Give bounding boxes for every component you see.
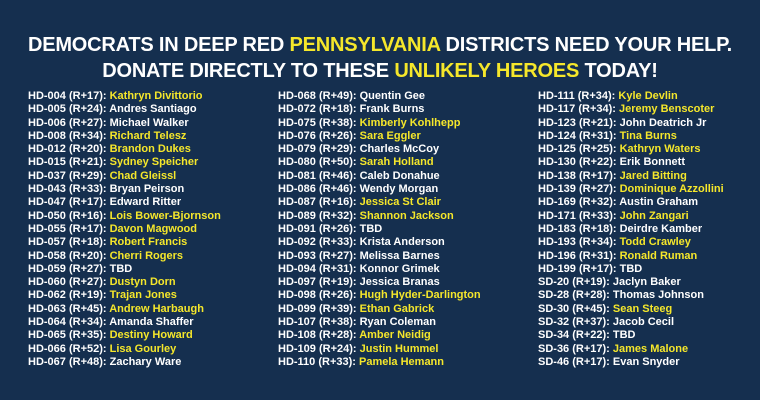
candidate-name: Frank Burns (359, 103, 425, 116)
candidate-name: Konnor Grimek (359, 262, 440, 275)
candidate-row (278, 329, 481, 342)
candidate-name[interactable]: John Zangari (619, 209, 689, 222)
district-label: HD-068 (R+49): (278, 90, 360, 102)
district-label: HD-059 (R+27): (28, 262, 110, 275)
candidate-name[interactable]: Lois Bower-Bjornson (109, 209, 221, 222)
district-label: SD-34 (R+22): (538, 329, 613, 342)
district-label: HD-171 (R+33): (538, 209, 620, 222)
candidate-row (278, 289, 481, 302)
candidate-name: Krista Anderson (359, 236, 445, 249)
candidate-row (538, 263, 724, 276)
district-label: HD-199 (R+17): (538, 262, 620, 275)
candidate-row (278, 356, 481, 369)
candidate-row (28, 143, 221, 156)
candidate-row (28, 250, 221, 263)
candidate-name[interactable]: Brandon Dukes (109, 143, 191, 156)
district-label: HD-089 (R+32): (278, 209, 360, 222)
district-label: HD-124 (R+31): (538, 129, 620, 142)
candidate-row (538, 156, 724, 169)
candidate-row (538, 250, 724, 263)
district-label: HD-058 (R+20): (28, 249, 110, 262)
candidate-row (278, 103, 481, 116)
headline-text: DISTRICTS NEED YOUR HELP. (440, 34, 733, 56)
candidate-name[interactable]: Jessica St Clair (359, 196, 441, 209)
candidate-row (538, 236, 724, 249)
candidate-row (28, 343, 221, 356)
candidate-name[interactable]: Cherri Rogers (109, 249, 183, 262)
candidate-name: Jessica Branas (359, 276, 440, 289)
district-label: HD-108 (R+28): (278, 329, 360, 342)
district-label: HD-063 (R+45): (28, 302, 110, 315)
candidate-row (28, 183, 221, 196)
candidate-column-1 (28, 90, 221, 369)
candidate-name: Amanda Shaffer (109, 316, 194, 329)
candidate-row (538, 289, 724, 302)
district-label: HD-193 (R+34): (538, 236, 620, 249)
district-label: SD-28 (R+28): (538, 289, 613, 302)
district-label: HD-047 (R+17): (28, 196, 110, 209)
district-label: HD-111 (R+34): (538, 90, 619, 102)
candidate-name[interactable]: Kimberly Kohlhepp (359, 116, 461, 129)
candidate-row (28, 103, 221, 116)
candidate-name: Quentin Gee (359, 90, 426, 102)
district-label: HD-012 (R+20): (28, 143, 110, 156)
headline-line-1 (0, 32, 760, 58)
district-label: HD-080 (R+50): (278, 156, 360, 169)
candidate-name[interactable]: Davon Magwood (109, 222, 197, 235)
candidate-row (28, 236, 221, 249)
candidate-name: Charles McCoy (359, 143, 440, 156)
candidate-row (538, 276, 724, 289)
candidate-row (28, 356, 221, 369)
candidate-name[interactable]: Kathryn Divittorio (109, 90, 203, 102)
candidate-row (28, 263, 221, 276)
candidate-name[interactable]: Ronald Ruman (619, 249, 698, 262)
candidate-name[interactable]: Destiny Howard (109, 329, 193, 342)
district-label: SD-20 (R+19): (538, 276, 613, 289)
candidate-name: TBD (109, 262, 133, 275)
candidate-name: Zachary Ware (109, 355, 182, 368)
candidate-name[interactable]: Todd Crawley (619, 236, 691, 249)
district-label: HD-004 (R+17): (28, 90, 110, 102)
district-label: SD-30 (R+45): (538, 302, 613, 315)
candidate-row (28, 303, 221, 316)
candidate-row (28, 276, 221, 289)
candidate-row (538, 183, 724, 196)
candidate-row (28, 210, 221, 223)
district-label: HD-093 (R+27): (278, 249, 360, 262)
district-label: HD-183 (R+18): (538, 222, 620, 235)
candidate-name[interactable]: Jared Bitting (619, 169, 687, 182)
candidate-name: TBD (619, 262, 643, 275)
candidate-row (278, 210, 481, 223)
district-label: HD-079 (R+29): (278, 143, 360, 156)
district-label: HD-123 (R+21): (538, 116, 620, 129)
headline-highlight-text: PENNSYLVANIA (289, 34, 441, 56)
candidate-name[interactable]: Kyle Devlin (618, 90, 678, 102)
candidate-name: TBD (612, 329, 636, 342)
candidate-name[interactable]: Justin Hummel (359, 342, 439, 355)
candidate-row (538, 343, 724, 356)
candidate-name: Melissa Barnes (359, 249, 440, 262)
candidate-row (28, 90, 221, 103)
headline-text: DONATE DIRECTLY TO THESE (102, 60, 395, 82)
district-label: HD-094 (R+31): (278, 262, 360, 275)
candidate-row (278, 143, 481, 156)
candidate-name: Andres Santiago (109, 103, 197, 116)
district-label: HD-076 (R+26): (278, 129, 360, 142)
candidate-name: Thomas Johnson (612, 289, 704, 302)
candidate-name[interactable]: Tina Burns (619, 129, 677, 142)
district-label: HD-006 (R+27): (28, 116, 110, 129)
candidate-row (278, 303, 481, 316)
candidate-name: Jacob Cecil (612, 316, 675, 329)
candidate-name[interactable]: Hugh Hyder-Darlington (359, 289, 481, 302)
candidate-column-3 (538, 90, 724, 369)
candidate-name[interactable]: Dominique Azzollini (619, 183, 724, 196)
candidate-name[interactable]: Dustyn Dorn (109, 276, 176, 289)
district-label: HD-099 (R+39): (278, 302, 360, 315)
district-label: HD-043 (R+33): (28, 183, 110, 196)
candidate-row (538, 117, 724, 130)
candidate-name: Wendy Morgan (359, 183, 439, 196)
district-label: SD-36 (R+17): (538, 342, 613, 355)
candidate-row (538, 90, 724, 103)
candidate-row (28, 117, 221, 130)
candidate-name: Ryan Coleman (359, 316, 437, 329)
candidate-row (278, 250, 481, 263)
candidate-name[interactable]: Trajan Jones (109, 289, 177, 302)
district-label: HD-081 (R+46): (278, 169, 360, 182)
candidate-name[interactable]: Chad Gleissl (109, 169, 177, 182)
candidate-name[interactable]: Lisa Gourley (109, 342, 177, 355)
candidate-name[interactable]: Richard Telesz (109, 129, 187, 142)
district-label: HD-169 (R+32): (538, 196, 620, 209)
candidate-name[interactable]: Kathryn Waters (619, 143, 701, 156)
candidate-name: John Deatrich Jr (619, 116, 707, 129)
candidate-row (538, 223, 724, 236)
district-label: HD-109 (R+24): (278, 342, 360, 355)
candidate-row (28, 130, 221, 143)
district-label: HD-091 (R+26): (278, 222, 360, 235)
candidate-row (278, 223, 481, 236)
district-label: HD-196 (R+31): (538, 249, 620, 262)
district-label: SD-46 (R+17): (538, 355, 613, 368)
candidate-name: TBD (359, 222, 383, 235)
district-label: HD-072 (R+18): (278, 103, 360, 116)
district-label: HD-064 (R+34): (28, 316, 110, 329)
candidate-row (278, 343, 481, 356)
candidate-name[interactable]: Sarah Holland (359, 156, 434, 169)
candidate-row (278, 196, 481, 209)
district-label: HD-098 (R+26): (278, 289, 360, 302)
candidate-name[interactable]: Sara Eggler (359, 129, 421, 142)
candidate-row (28, 316, 221, 329)
candidate-column-2 (278, 90, 481, 369)
district-label: HD-050 (R+16): (28, 209, 110, 222)
district-label: HD-008 (R+34): (28, 129, 110, 142)
candidate-row (28, 223, 221, 236)
candidate-row (538, 103, 724, 116)
candidate-row (28, 329, 221, 342)
district-label: HD-057 (R+18): (28, 236, 110, 249)
candidate-row (278, 130, 481, 143)
candidate-row (278, 276, 481, 289)
district-label: HD-097 (R+19): (278, 276, 360, 289)
candidate-name[interactable]: Robert Francis (109, 236, 188, 249)
headline (0, 32, 760, 84)
candidate-row (28, 156, 221, 169)
candidate-row (28, 196, 221, 209)
candidate-row (538, 329, 724, 342)
district-label: HD-055 (R+17): (28, 222, 110, 235)
district-label: HD-117 (R+34): (538, 103, 620, 116)
headline-line-2 (0, 58, 760, 84)
candidate-row (538, 196, 724, 209)
district-label: HD-092 (R+33): (278, 236, 360, 249)
candidate-row (538, 210, 724, 223)
candidate-name: Deirdre Kamber (619, 222, 703, 235)
candidate-row (278, 156, 481, 169)
candidate-name[interactable]: Andrew Harbaugh (109, 302, 204, 315)
district-label: HD-130 (R+22): (538, 156, 620, 169)
district-label: HD-066 (R+52): (28, 342, 110, 355)
candidate-row (278, 117, 481, 130)
candidate-row (538, 170, 724, 183)
candidate-name: Bryan Peirson (109, 183, 185, 196)
candidate-row (538, 356, 724, 369)
district-label: HD-107 (R+38): (278, 316, 360, 329)
district-label: HD-062 (R+19): (28, 289, 110, 302)
district-label: HD-037 (R+29): (28, 169, 110, 182)
headline-highlight-text: UNLIKELY HEROES (394, 60, 580, 82)
candidate-name: Erik Bonnett (619, 156, 686, 169)
candidate-row (538, 143, 724, 156)
candidate-name[interactable]: Amber Neidig (359, 329, 431, 342)
district-label: HD-110 (R+33): (278, 355, 360, 368)
candidate-row (28, 289, 221, 302)
candidate-name: Michael Walker (109, 116, 189, 129)
candidate-row (278, 263, 481, 276)
candidate-name: Austin Graham (619, 196, 699, 209)
candidate-name[interactable]: James Malone (612, 342, 689, 355)
candidate-row (28, 170, 221, 183)
candidate-name[interactable]: Ethan Gabrick (359, 302, 435, 315)
candidate-row (278, 170, 481, 183)
candidate-row (278, 316, 481, 329)
district-label: HD-138 (R+17): (538, 169, 620, 182)
candidate-name: Jaclyn Baker (612, 276, 681, 289)
district-label: SD-32 (R+37): (538, 316, 613, 329)
candidate-name: Evan Snyder (612, 355, 680, 368)
district-label: HD-087 (R+16): (278, 196, 360, 209)
district-label: HD-139 (R+27): (538, 183, 620, 196)
candidate-name[interactable]: Jeremy Benscoter (619, 103, 715, 116)
candidate-name: Edward Ritter (109, 196, 182, 209)
district-label: HD-005 (R+24): (28, 103, 110, 116)
district-label: HD-075 (R+38): (278, 116, 360, 129)
candidate-name: Caleb Donahue (359, 169, 440, 182)
district-label: HD-065 (R+35): (28, 329, 110, 342)
district-label: HD-060 (R+27): (28, 276, 110, 289)
candidate-row (538, 130, 724, 143)
district-label: HD-125 (R+25): (538, 143, 620, 156)
district-label: HD-015 (R+21): (28, 156, 110, 169)
candidate-name[interactable]: Pamela Hemann (359, 355, 444, 368)
candidate-row (538, 316, 724, 329)
candidate-row (278, 90, 481, 103)
candidate-row (538, 303, 724, 316)
headline-text: TODAY! (579, 60, 658, 82)
district-label: HD-086 (R+46): (278, 183, 360, 196)
candidate-name[interactable]: Sydney Speicher (109, 156, 199, 169)
candidate-name[interactable]: Shannon Jackson (359, 209, 454, 222)
district-label: HD-067 (R+48): (28, 355, 110, 368)
candidate-name[interactable]: Sean Steeg (612, 302, 673, 315)
candidate-row (278, 236, 481, 249)
headline-text: DEMOCRATS IN DEEP RED (27, 34, 290, 56)
candidate-row (278, 183, 481, 196)
